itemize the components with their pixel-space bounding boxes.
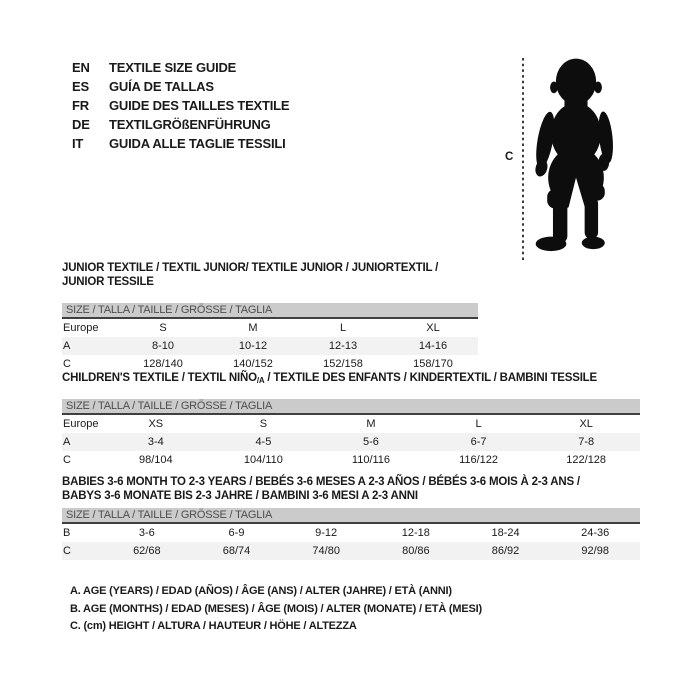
size-cell: XL (426, 322, 440, 334)
height-cell: 140/152 (233, 358, 273, 370)
language-text: GUIDA ALLE TAGLIE TESSILI (109, 136, 286, 151)
age-cell: 9-12 (315, 527, 338, 539)
height-cell: 110/116 (351, 453, 391, 466)
row-label: C (63, 545, 71, 557)
language-text: GUIDE DES TAILLES TEXTILE (109, 98, 290, 113)
table-title (62, 372, 640, 388)
row-label: A (63, 340, 71, 352)
height-cell: 98/104 (138, 453, 173, 466)
language-code: FR (72, 98, 89, 113)
baby-silhouette-icon (528, 57, 624, 257)
junior-size-table (62, 262, 478, 373)
age-cell: 5-6 (363, 435, 379, 448)
table-row (62, 524, 640, 542)
age-cell: 10-12 (238, 340, 268, 352)
age-cell: 14-16 (418, 340, 448, 352)
size-header-bar: SIZE / TALLA / TAILLE / GRÖSSE / TAGLIA (62, 399, 640, 415)
language-row-de (72, 115, 289, 134)
table-row (62, 433, 640, 451)
height-cell: 128/140 (143, 358, 183, 370)
height-cell: 68/74 (222, 545, 251, 557)
age-cell: 24-36 (581, 527, 610, 539)
row-label: C (63, 358, 71, 370)
table-row (62, 415, 640, 433)
table-row (62, 451, 640, 469)
row-label: Europe (63, 417, 99, 430)
size-cell: S (159, 322, 167, 334)
size-cell: XS (148, 417, 164, 430)
size-cell: XL (579, 417, 593, 430)
language-code: EN (72, 60, 90, 75)
age-cell: 4-5 (255, 435, 272, 448)
table-row (62, 355, 478, 373)
row-label: B (63, 527, 71, 539)
age-cell: 7-8 (578, 435, 595, 448)
title-part: / TEXTILE DES ENFANTS / KINDERTEXTIL / BAMBINI TESSILE (264, 372, 597, 384)
table-row (62, 542, 640, 560)
age-cell: 8-10 (151, 340, 175, 352)
row-label: C (63, 453, 71, 466)
height-cell: 62/68 (133, 545, 161, 557)
language-row-en (72, 58, 289, 77)
age-cell: 12-18 (401, 527, 430, 539)
height-cell: 152/158 (323, 358, 363, 370)
height-cell: 86/92 (491, 545, 520, 557)
row-label: Europe (63, 322, 99, 334)
title-line-1: BABIES 3-6 MONTH TO 2-3 YEARS / BEBÉS 3-6 MESES A 2-3 AÑOS / BÉBÉS 3-6 MOIS À 2-3 ANS / (62, 476, 580, 488)
table-row (62, 319, 478, 337)
note-b: B. AGE (MONTHS) / EDAD (MESES) / ÂGE (MOIS) / ALTER (MONATE) / ETÀ (MESI) (70, 602, 482, 615)
age-cell: 6-7 (470, 435, 487, 448)
size-cell: L (475, 417, 482, 430)
height-cell: 122/128 (566, 453, 607, 466)
note-a: A. AGE (YEARS) / EDAD (AÑOS) / ÂGE (ANS) / ALTER (JAHRE) / ETÀ (ANNI) (70, 585, 452, 597)
babies-size-table (62, 476, 640, 560)
height-cell: 104/110 (243, 453, 283, 466)
age-cell: 12-13 (328, 340, 358, 352)
age-cell: 3-4 (147, 435, 164, 448)
title-line-2: BABYS 3-6 MONATE BIS 2-3 JAHRE / BAMBINI 3-6 MESI A 2-3 ANNI (62, 489, 418, 502)
language-text: TEXTILGRÖßENFÜHRUNG (109, 117, 271, 132)
legend-notes (70, 583, 482, 636)
size-header-bar: SIZE / TALLA / TAILLE / GRÖSSE / TAGLIA (62, 508, 640, 524)
size-header-bar: SIZE / TALLA / TAILLE / GRÖSSE / TAGLIA (62, 303, 478, 319)
age-cell: 3-6 (138, 527, 155, 539)
height-dashed-line-icon (521, 58, 525, 260)
size-cell: M (366, 417, 376, 430)
size-cell: S (259, 417, 268, 430)
age-cell: 18-24 (491, 527, 520, 539)
size-cell: L (339, 322, 347, 334)
table-title (62, 476, 640, 503)
size-cell: M (248, 322, 258, 334)
height-cell: 158/170 (413, 358, 453, 370)
title-part: CHILDREN'S TEXTILE / TEXTIL NIÑO (62, 372, 257, 384)
baby-figure (500, 55, 650, 265)
height-cell: 80/86 (402, 545, 430, 557)
language-text: GUÍA DE TALLAS (109, 79, 214, 94)
height-cell: 116/122 (459, 453, 499, 466)
language-code: DE (72, 117, 90, 132)
language-code: IT (72, 136, 84, 151)
language-code: ES (72, 79, 89, 94)
language-row-es (72, 77, 289, 96)
title-subscript: /A (256, 376, 265, 385)
language-text: TEXTILE SIZE GUIDE (109, 60, 237, 75)
table-row (62, 337, 478, 355)
language-row-fr (72, 96, 289, 115)
language-list (72, 58, 289, 153)
height-marker-label: C (505, 151, 514, 163)
height-cell: 74/80 (312, 545, 340, 557)
age-cell: 6-9 (228, 527, 245, 539)
row-label: A (63, 435, 71, 448)
note-c: C. (cm) HEIGHT / ALTURA / HAUTEUR / HÖHE / ALTEZZA (70, 620, 357, 632)
language-row-it (72, 134, 289, 153)
height-cell: 92/98 (581, 545, 609, 557)
table-title: JUNIOR TEXTILE / TEXTIL JUNIOR/ TEXTILE JUNIOR / JUNIORTEXTIL / JUNIOR TESSILE (62, 262, 439, 288)
children-size-table (62, 372, 640, 469)
